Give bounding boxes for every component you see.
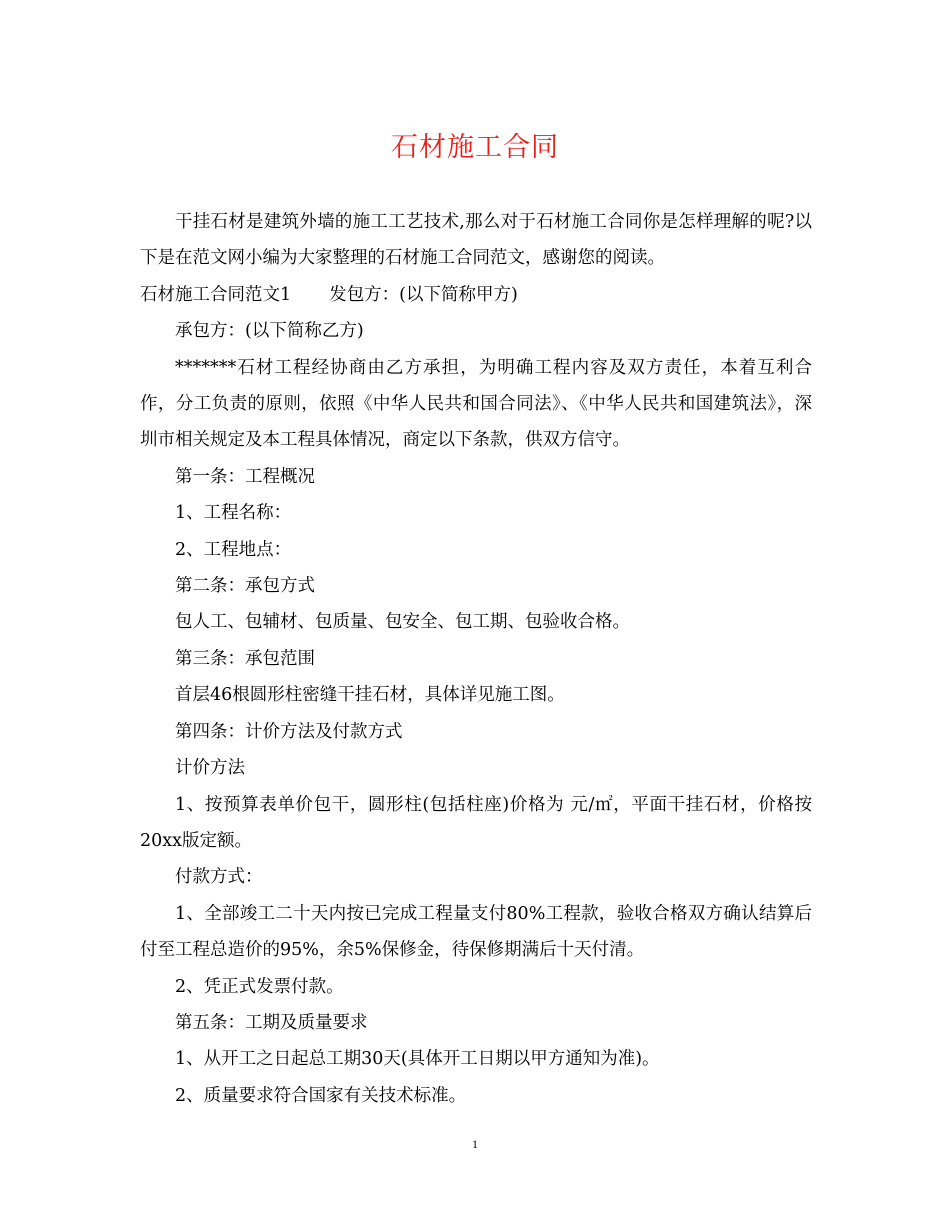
- preamble-paragraph: *******石材工程经协商由乙方承担，为明确工程内容及双方责任，本着互利合作，分工负责的原则，依照《中华人民共和国合同法》、《中华人民共和国建筑法》，深圳市相关规定及本工程具体情况，商定以下条款，供双方信守。: [140, 357, 812, 451]
- article5-item2: 2、质量要求符合国家有关技术标准。: [175, 1085, 467, 1106]
- intro-paragraph: 干挂石材是建筑外墙的施工工艺技术,那么对于石材施工合同你是怎样理解的呢?以下是在范文网小编为大家整理的石材施工合同范文，感谢您的阅读。: [140, 212, 812, 269]
- article5-item1: 1、从开工之日起总工期30天(具体开工日期以甲方通知为准)。: [175, 1049, 660, 1070]
- payment-item1: 1、全部竣工二十天内按已完成工程量支付80%工程款，验收合格双方确认结算后付至工程总造价的95%，余5%保修金，待保修期满后十天付清。: [140, 903, 812, 961]
- article3-heading: 第三条：承包范围: [175, 648, 315, 669]
- party-b-line: 承包方：(以下简称乙方): [175, 321, 364, 342]
- article4-heading: 第四条：计价方法及付款方式: [175, 721, 403, 742]
- document-title: 石材施工合同: [391, 132, 559, 163]
- pricing-heading: 计价方法: [175, 758, 245, 779]
- article3-body: 首层46根圆形柱密缝干挂石材，具体详见施工图。: [175, 685, 565, 706]
- article1-item1: 1、工程名称：: [175, 503, 292, 524]
- payment-item2: 2、凭正式发票付款。: [175, 976, 344, 997]
- article2-body: 包人工、包辅材、包质量、包安全、包工期、包验收合格。: [175, 612, 630, 633]
- article1-heading: 第一条：工程概况: [175, 466, 315, 487]
- article2-heading: 第二条：承包方式: [175, 576, 315, 597]
- payment-heading: 付款方式：: [175, 867, 263, 888]
- page-number: 1: [472, 1137, 478, 1151]
- article1-item2: 2、工程地点：: [175, 539, 292, 560]
- sample-line: [140, 277, 812, 313]
- pricing-item1: 1、按预算表单价包干，圆形柱(包括柱座)价格为 元/㎡，平面干挂石材，价格按20xx版定额。: [140, 794, 812, 851]
- party-a-line: 发包方：(以下简称甲方): [329, 284, 518, 305]
- document-body: [140, 204, 812, 1114]
- article5-heading: 第五条：工期及质量要求: [175, 1012, 368, 1033]
- sample-label: 石材施工合同范文1: [140, 284, 292, 305]
